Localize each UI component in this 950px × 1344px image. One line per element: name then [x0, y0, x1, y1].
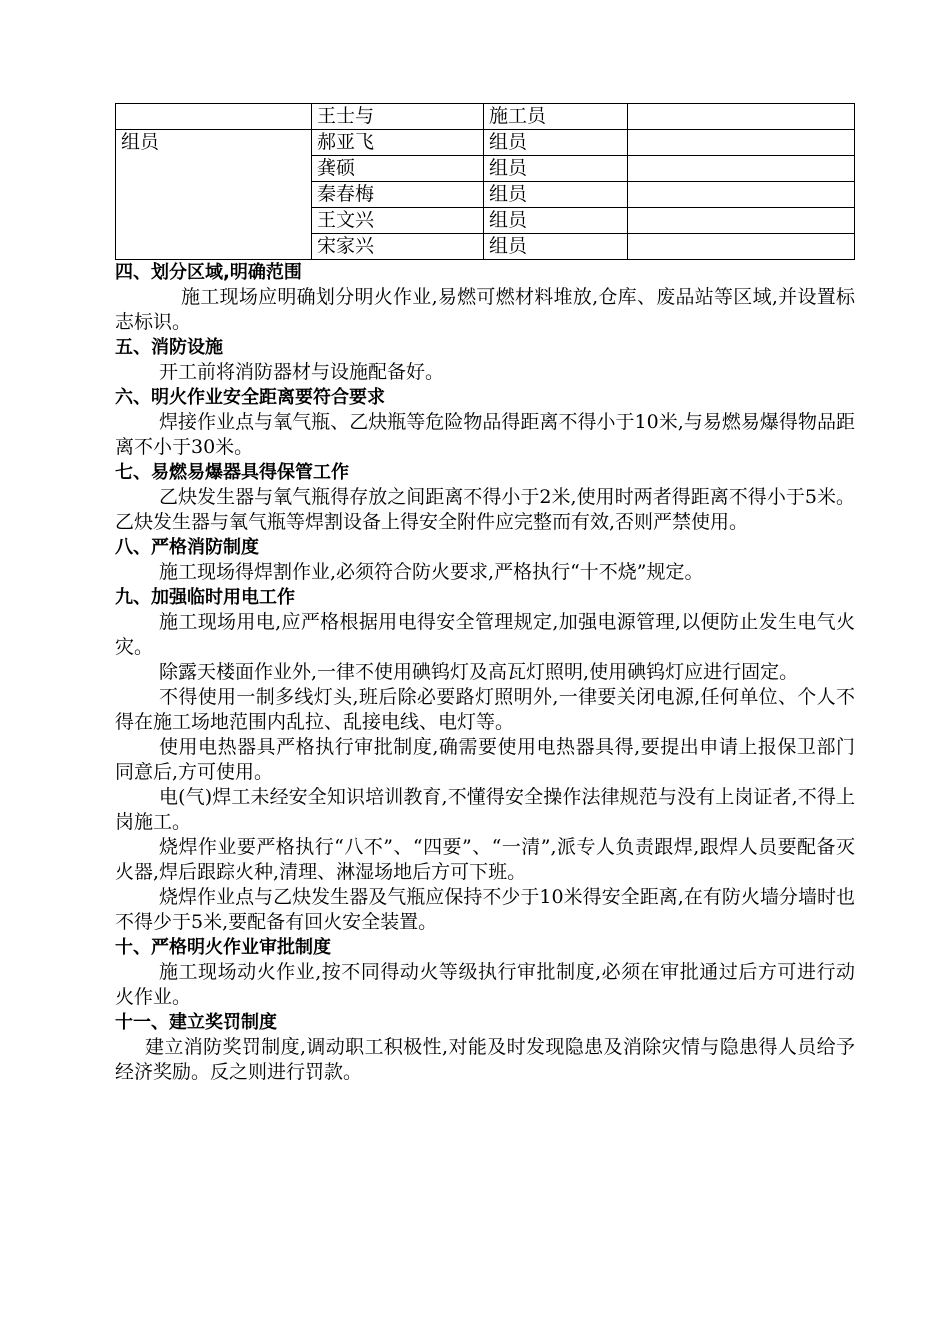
table-cell — [627, 234, 854, 260]
section-heading: 六、明火作业安全距离要符合要求 — [115, 387, 385, 408]
table-cell: 组员 — [483, 156, 627, 182]
table-cell: 组员 — [483, 182, 627, 208]
table-cell — [116, 104, 312, 130]
section-7 — [115, 460, 855, 535]
section-5 — [115, 335, 855, 385]
section-paragraph: 施工现场用电,应严格根据用电得安全管理规定,加强电源管理,以便防止发生电气火灾。 — [115, 611, 855, 658]
table-cell: 秦春梅 — [312, 182, 484, 208]
table-row — [116, 130, 855, 156]
table-cell: 组员 — [483, 130, 627, 156]
section-paragraph: 不得使用一制多线灯头,班后除必要路灯照明外,一律要关闭电源,任何单位、个人不得在施工场地范围内乱拉、乱接电线、电灯等。 — [115, 686, 855, 733]
section-paragraph: 施工现场动火作业,按不同得动火等级执行审批制度,必须在审批通过后方可进行动火作业。 — [115, 961, 855, 1008]
table-cell: 王文兴 — [312, 208, 484, 234]
table-cell: 组员 — [483, 234, 627, 260]
section-heading: 五、消防设施 — [115, 337, 223, 358]
staff-table — [115, 103, 855, 260]
section-11 — [115, 1010, 855, 1085]
table-cell — [627, 182, 854, 208]
group-label-cell: 组员 — [116, 130, 312, 260]
section-10 — [115, 935, 855, 1010]
section-paragraph: 电(气)焊工未经安全知识培训教育,不懂得安全操作法律规范与没有上岗证者,不得上岗施工。 — [115, 786, 855, 833]
section-4 — [115, 260, 855, 335]
table-cell: 施工员 — [483, 104, 627, 130]
document-page — [115, 103, 855, 1085]
section-heading: 十一、建立奖罚制度 — [115, 1012, 277, 1033]
section-8 — [115, 535, 855, 585]
section-heading: 四、划分区域,明确范围 — [115, 262, 302, 283]
table-cell — [627, 130, 854, 156]
section-heading: 八、严格消防制度 — [115, 537, 259, 558]
section-paragraph: 施工现场得焊割作业,必须符合防火要求,严格执行“十不烧”规定。 — [159, 561, 704, 583]
section-paragraph: 除露天楼面作业外,一律不使用碘钨灯及高瓦灯照明,使用碘钨灯应进行固定。 — [159, 661, 799, 683]
section-paragraph: 乙炔发生器与氧气瓶得存放之间距离不得小于2米,使用时两者得距离不得小于5米。乙炔发生器与氧气瓶等焊割设备上得安全附件应完整而有效,否则严禁使用。 — [115, 486, 855, 533]
section-paragraph: 焊接作业点与氧气瓶、乙炔瓶等危险物品得距离不得小于10米,与易燃易爆得物品距离不小于30米。 — [115, 411, 855, 458]
table-cell: 组员 — [483, 208, 627, 234]
section-6 — [115, 385, 855, 460]
table-cell — [627, 156, 854, 182]
section-paragraph: 施工现场应明确划分明火作业,易燃可燃材料堆放,仓库、废品站等区域,并设置标志标识。 — [115, 286, 855, 333]
section-paragraph: 烧焊作业要严格执行“八不”、“四要”、“一清”,派专人负责跟焊,跟焊人员要配备灭火器,焊后跟踪火种,清理、淋湿场地后方可下班。 — [115, 836, 855, 883]
table-cell — [627, 208, 854, 234]
section-heading: 七、易燃易爆器具得保管工作 — [115, 462, 349, 483]
table-row — [116, 104, 855, 130]
table-cell: 龚硕 — [312, 156, 484, 182]
table-cell: 宋家兴 — [312, 234, 484, 260]
section-paragraph: 开工前将消防器材与设施配备好。 — [159, 361, 445, 383]
section-heading: 九、加强临时用电工作 — [115, 587, 295, 608]
table-cell — [627, 104, 854, 130]
section-paragraph: 使用电热器具严格执行审批制度,确需要使用电热器具得,要提出申请上报保卫部门同意后,方可使用。 — [115, 736, 855, 783]
section-paragraph: 建立消防奖罚制度,调动职工积极性,对能及时发现隐患及消除灾情与隐患得人员给予经济奖励。反之则进行罚款。 — [115, 1036, 855, 1083]
document-body — [115, 260, 855, 1085]
section-paragraph: 烧焊作业点与乙炔发生器及气瓶应保持不少于10米得安全距离,在有防火墙分墙时也不得少于5米,要配备有回火安全装置。 — [115, 886, 855, 933]
section-9 — [115, 585, 855, 935]
table-cell: 王士与 — [312, 104, 484, 130]
section-heading: 十、严格明火作业审批制度 — [115, 937, 331, 958]
table-cell: 郝亚飞 — [312, 130, 484, 156]
